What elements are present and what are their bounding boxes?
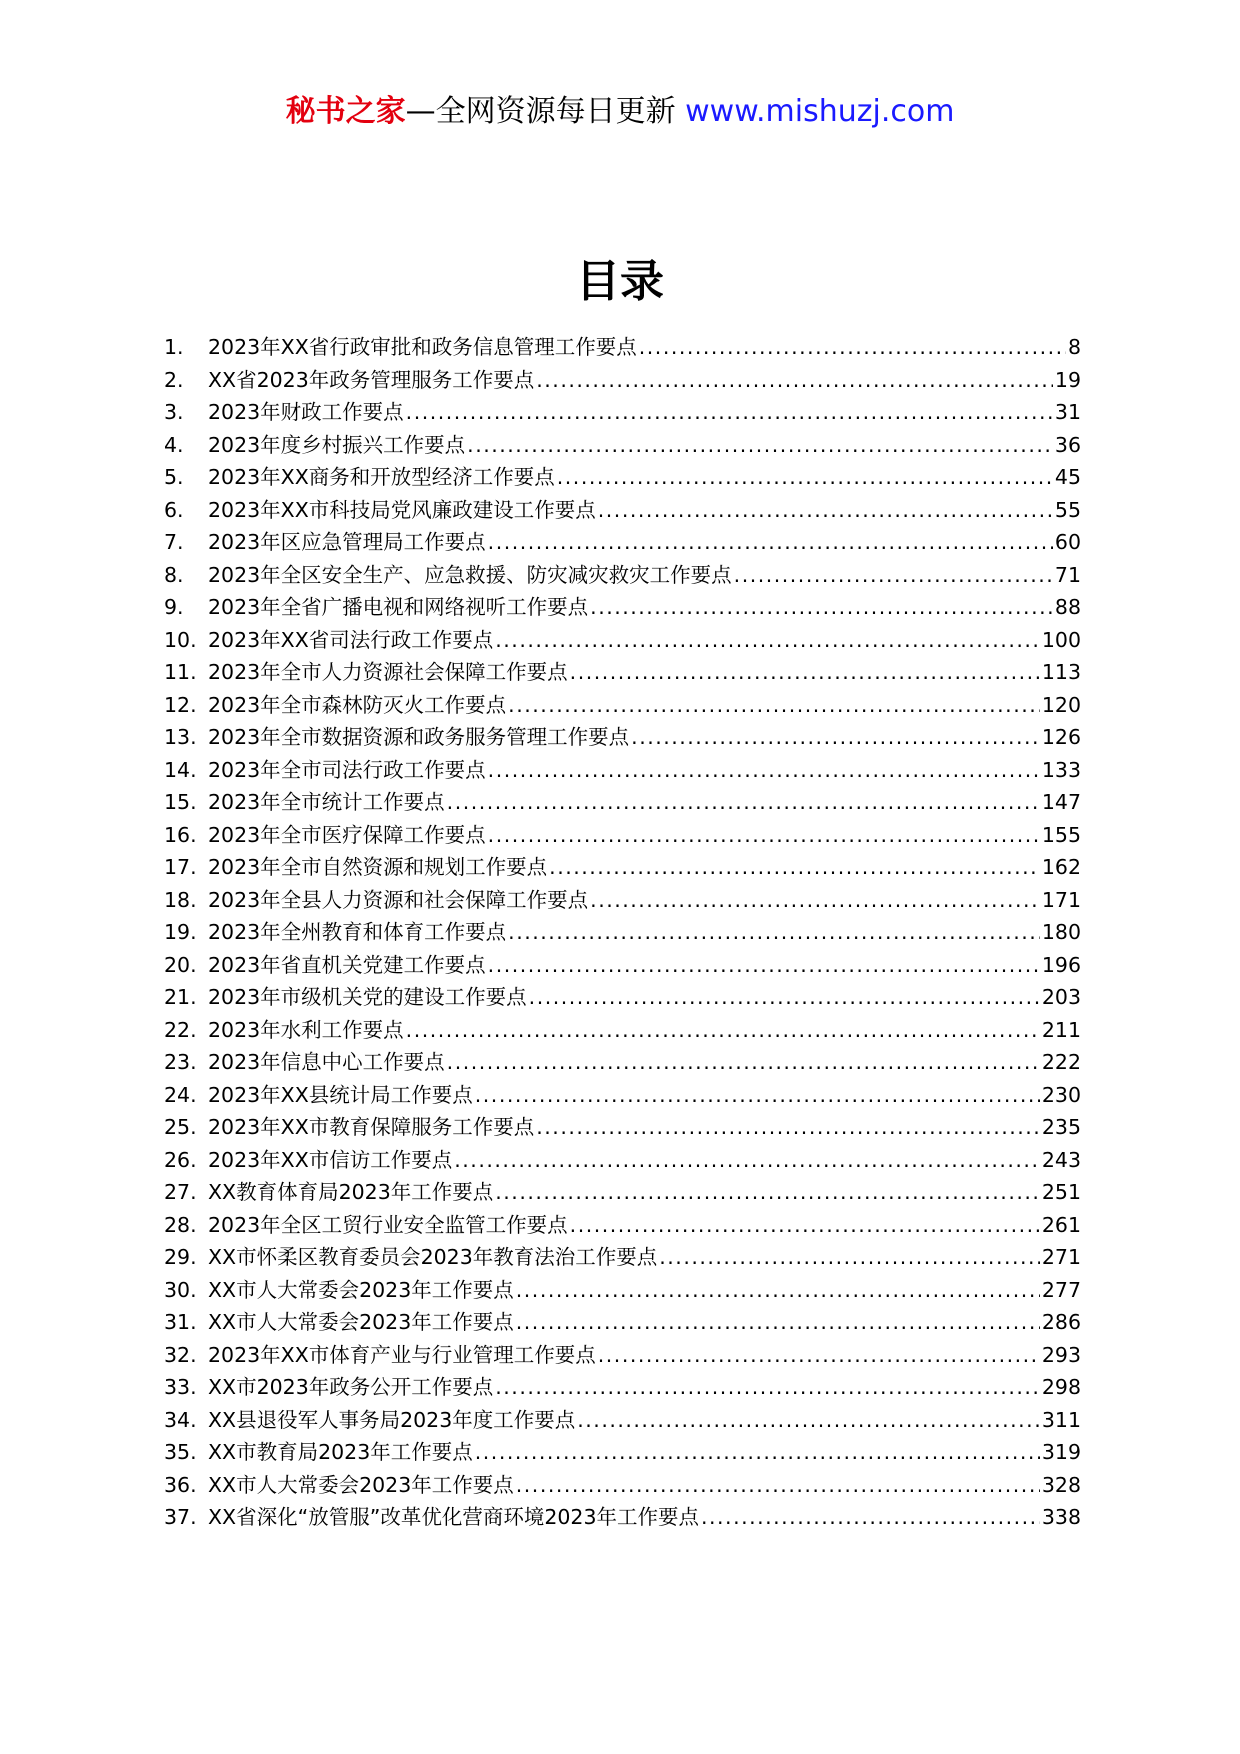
toc-entry-title: XX市教育局2023年工作要点 <box>208 1440 473 1464</box>
toc-entry-number: 17. <box>164 855 197 879</box>
toc-entry[interactable] <box>164 429 1081 462</box>
toc-entry[interactable] <box>164 916 1081 949</box>
toc-entry-page: 36 <box>1054 432 1081 457</box>
toc-entry-title: 2023年全州教育和体育工作要点 <box>208 920 507 944</box>
toc-dot-leader <box>475 1436 1040 1469</box>
toc-dot-leader <box>406 1014 1040 1047</box>
toc-dot-leader <box>570 1209 1040 1242</box>
toc-entry-number: 35. <box>164 1440 197 1464</box>
toc-entry-page: 298 <box>1041 1375 1081 1399</box>
toc-entry[interactable] <box>164 1306 1081 1339</box>
toc-entry[interactable] <box>164 656 1081 689</box>
toc-dot-leader <box>598 1339 1040 1372</box>
toc-dot-leader <box>467 429 1053 462</box>
toc-entry-number: 22. <box>164 1017 197 1042</box>
toc-dot-leader <box>577 1404 1040 1437</box>
toc-entry-title: 2023年全市医疗保障工作要点 <box>208 822 486 847</box>
toc-entry-page: 328 <box>1041 1472 1081 1497</box>
toc-entry-number: 19. <box>164 920 197 944</box>
toc-entry-page: 211 <box>1041 1017 1081 1042</box>
toc-entry[interactable] <box>164 1371 1081 1404</box>
toc-entry-page: 71 <box>1054 562 1081 587</box>
toc-entry-title: 2023年XX市教育保障服务工作要点 <box>208 1115 535 1139</box>
toc-dot-leader <box>406 396 1053 429</box>
toc-entry-title: 2023年XX市科技局党风廉政建设工作要点 <box>208 497 596 522</box>
toc-entry[interactable] <box>164 949 1081 982</box>
toc-entry-number: 13. <box>164 725 197 749</box>
toc-entry-page: 45 <box>1054 465 1081 489</box>
toc-entry[interactable] <box>164 494 1081 527</box>
toc-dot-leader <box>454 1144 1040 1177</box>
toc-entry[interactable] <box>164 1014 1081 1047</box>
toc-entry-number: 15. <box>164 790 197 814</box>
toc-entry-title: 2023年全市人力资源社会保障工作要点 <box>208 660 568 684</box>
toc-entry-title: 2023年全省广播电视和网络视听工作要点 <box>208 595 589 619</box>
toc-entry-page: 338 <box>1041 1505 1081 1529</box>
toc-entry[interactable] <box>164 754 1081 787</box>
toc-entry-title: XX县退役军人事务局2023年度工作要点 <box>208 1407 576 1432</box>
toc-entry-title: 2023年XX市信访工作要点 <box>208 1147 453 1172</box>
toc-entry-page: 243 <box>1041 1147 1081 1172</box>
toc-entry[interactable] <box>164 851 1081 884</box>
toc-entry-number: 12. <box>164 692 197 717</box>
toc-entry-title: 2023年XX省司法行政工作要点 <box>208 627 494 652</box>
toc-entry-title: XX市人大常委会2023年工作要点 <box>208 1277 514 1302</box>
toc-dot-leader <box>516 1306 1040 1339</box>
toc-entry[interactable] <box>164 461 1081 494</box>
toc-dot-leader <box>488 754 1040 787</box>
toc-entry-page: 230 <box>1041 1082 1081 1107</box>
toc-entry-page: 120 <box>1041 692 1081 717</box>
toc-entry-number: 9. <box>164 595 184 619</box>
toc-entry-title: 2023年信息中心工作要点 <box>208 1050 445 1074</box>
toc-dot-leader <box>734 559 1053 592</box>
toc-entry-number: 21. <box>164 985 197 1009</box>
toc-entry[interactable] <box>164 689 1081 722</box>
toc-dot-leader <box>570 656 1040 689</box>
toc-dot-leader <box>488 819 1040 852</box>
toc-dot-leader <box>557 461 1053 494</box>
toc-entry-page: 147 <box>1041 790 1081 814</box>
toc-entry-title: 2023年全市森林防灭火工作要点 <box>208 692 507 717</box>
toc-dot-leader <box>536 1111 1040 1144</box>
toc-entry[interactable] <box>164 1209 1081 1242</box>
toc-entry-page: 171 <box>1041 887 1081 912</box>
toc-entry-page: 319 <box>1041 1440 1081 1464</box>
toc-entry-page: 133 <box>1041 757 1081 782</box>
toc-entry-number: 11. <box>164 660 197 684</box>
toc-entry-page: 55 <box>1054 497 1081 522</box>
site-url-link[interactable]: www.mishuzj.com <box>685 94 955 129</box>
toc-entry-title: XX省2023年政务管理服务工作要点 <box>208 367 535 392</box>
toc-entry-page: 60 <box>1054 530 1081 554</box>
toc-dot-leader <box>701 1501 1040 1534</box>
toc-dot-leader <box>488 526 1053 559</box>
toc-entry[interactable] <box>164 981 1081 1014</box>
toc-entry-number: 34. <box>164 1407 197 1432</box>
toc-entry[interactable] <box>164 1501 1081 1534</box>
toc-entry-number: 29. <box>164 1245 197 1269</box>
toc-entry[interactable] <box>164 1144 1081 1177</box>
toc-entry-page: 31 <box>1054 400 1081 424</box>
toc-dot-leader <box>516 1469 1040 1502</box>
toc-entry-title: 2023年区应急管理局工作要点 <box>208 530 486 554</box>
banner-slogan: —全网资源每日更新 <box>405 94 676 129</box>
toc-entry[interactable] <box>164 1436 1081 1469</box>
toc-entry-title: 2023年财政工作要点 <box>208 400 404 424</box>
toc-dot-leader <box>529 981 1040 1014</box>
toc-entry-number: 23. <box>164 1050 197 1074</box>
toc-entry-page: 196 <box>1041 952 1081 977</box>
toc-entry-number: 18. <box>164 887 197 912</box>
toc-entry-title: 2023年XX县统计局工作要点 <box>208 1082 473 1107</box>
toc-entry-number: 31. <box>164 1310 197 1334</box>
toc-entry[interactable] <box>164 1079 1081 1112</box>
toc-entry[interactable] <box>164 396 1081 429</box>
toc-entry-title: 2023年省直机关党建工作要点 <box>208 952 486 977</box>
toc-entry-title: 2023年水利工作要点 <box>208 1017 404 1042</box>
toc-entry[interactable] <box>164 331 1081 364</box>
toc-entry-title: 2023年XX市体育产业与行业管理工作要点 <box>208 1342 596 1367</box>
toc-entry-number: 20. <box>164 952 197 977</box>
toc-dot-leader <box>447 1046 1040 1079</box>
toc-entry-page: 155 <box>1041 822 1081 847</box>
toc-dot-leader <box>495 624 1040 657</box>
toc-entry-page: 100 <box>1041 627 1081 652</box>
toc-entry[interactable] <box>164 884 1081 917</box>
toc-entry[interactable] <box>164 1176 1081 1209</box>
page-title: 目录 <box>576 256 664 307</box>
toc-entry-number: 24. <box>164 1082 197 1107</box>
toc-entry-page: 180 <box>1041 920 1081 944</box>
toc-entry-title: XX市怀柔区教育委员会2023年教育法治工作要点 <box>208 1245 658 1269</box>
toc-dot-leader <box>516 1274 1040 1307</box>
toc-dot-leader <box>475 1079 1040 1112</box>
toc-dot-leader <box>590 884 1040 917</box>
toc-dot-leader <box>488 949 1040 982</box>
toc-entry[interactable] <box>164 1111 1081 1144</box>
toc-dot-leader <box>549 851 1040 884</box>
toc-entry[interactable] <box>164 1241 1081 1274</box>
toc-entry-page: 293 <box>1041 1342 1081 1367</box>
toc-entry-page: 8 <box>1067 335 1081 359</box>
toc-entry[interactable] <box>164 1046 1081 1079</box>
toc-entry-title: 2023年全区安全生产、应急救援、防灾减灾救灾工作要点 <box>208 562 732 587</box>
toc-entry-title: 2023年全区工贸行业安全监管工作要点 <box>208 1212 568 1237</box>
toc-dot-leader <box>508 689 1040 722</box>
toc-entry-page: 311 <box>1041 1407 1081 1432</box>
toc-entry-number: 8. <box>164 562 184 587</box>
toc-entry-title: 2023年全市自然资源和规划工作要点 <box>208 855 548 879</box>
toc-dot-leader <box>495 1176 1040 1209</box>
toc-entry-number: 28. <box>164 1212 197 1237</box>
toc-entry-title: XX市人大常委会2023年工作要点 <box>208 1310 514 1334</box>
toc-entry-page: 235 <box>1041 1115 1081 1139</box>
toc-entry-page: 277 <box>1041 1277 1081 1302</box>
toc-entry-title: 2023年市级机关党的建设工作要点 <box>208 985 527 1009</box>
toc-entry-page: 19 <box>1054 367 1081 392</box>
toc-dot-leader <box>590 591 1053 624</box>
toc-dot-leader <box>508 916 1040 949</box>
toc-entry[interactable] <box>164 559 1081 592</box>
toc-entry[interactable] <box>164 364 1081 397</box>
toc-entry[interactable] <box>164 1339 1081 1372</box>
toc-entry[interactable] <box>164 591 1081 624</box>
toc-entry-title: 2023年全市统计工作要点 <box>208 790 445 814</box>
toc-entry-number: 32. <box>164 1342 197 1367</box>
toc-entry-number: 6. <box>164 497 184 522</box>
toc-entry-title: 2023年全市司法行政工作要点 <box>208 757 486 782</box>
toc-entry-title: XX市人大常委会2023年工作要点 <box>208 1472 514 1497</box>
toc-entry[interactable] <box>164 721 1081 754</box>
toc-entry-title: XX市2023年政务公开工作要点 <box>208 1375 494 1399</box>
toc-entry[interactable] <box>164 1274 1081 1307</box>
toc-dot-leader <box>598 494 1053 527</box>
toc-entry-title: XX教育体育局2023年工作要点 <box>208 1180 494 1204</box>
toc-entry-number: 33. <box>164 1375 197 1399</box>
toc-entry-title: 2023年XX省行政审批和政务信息管理工作要点 <box>208 335 637 359</box>
toc-entry-number: 1. <box>164 335 184 359</box>
toc-dot-leader <box>447 786 1040 819</box>
toc-entry-number: 25. <box>164 1115 197 1139</box>
toc-entry-title: 2023年全市数据资源和政务服务管理工作要点 <box>208 725 630 749</box>
toc-dot-leader <box>639 331 1066 364</box>
toc-dot-leader <box>495 1371 1040 1404</box>
toc-entry-page: 162 <box>1041 855 1081 879</box>
toc-entry[interactable] <box>164 624 1081 657</box>
toc-entry[interactable] <box>164 819 1081 852</box>
toc-entry-page: 88 <box>1054 595 1081 619</box>
toc-entry-page: 126 <box>1041 725 1081 749</box>
toc-dot-leader <box>536 364 1053 397</box>
toc-entry[interactable] <box>164 1469 1081 1502</box>
toc-entry-number: 3. <box>164 400 184 424</box>
toc-entry-page: 286 <box>1041 1310 1081 1334</box>
toc-entry-number: 16. <box>164 822 197 847</box>
toc-entry-number: 2. <box>164 367 184 392</box>
toc-entry-number: 4. <box>164 432 184 457</box>
toc-entry-number: 26. <box>164 1147 197 1172</box>
toc-entry-page: 203 <box>1041 985 1081 1009</box>
toc-dot-leader <box>659 1241 1040 1274</box>
toc-entry-page: 261 <box>1041 1212 1081 1237</box>
toc-entry-title: 2023年XX商务和开放型经济工作要点 <box>208 465 555 489</box>
toc-entry-page: 271 <box>1041 1245 1081 1269</box>
toc-entry-number: 27. <box>164 1180 197 1204</box>
toc-entry-title: 2023年度乡村振兴工作要点 <box>208 432 466 457</box>
toc-entry-page: 222 <box>1041 1050 1081 1074</box>
table-of-contents <box>164 331 1081 1534</box>
toc-entry-number: 5. <box>164 465 184 489</box>
toc-entry-number: 30. <box>164 1277 197 1302</box>
toc-entry-title: 2023年全县人力资源和社会保障工作要点 <box>208 887 589 912</box>
toc-entry-number: 37. <box>164 1505 197 1529</box>
toc-entry-page: 251 <box>1041 1180 1081 1204</box>
toc-entry[interactable] <box>164 526 1081 559</box>
site-banner <box>0 92 1240 132</box>
toc-entry-number: 10. <box>164 627 197 652</box>
brand-name: 秘书之家 <box>285 94 406 129</box>
toc-entry-page: 113 <box>1041 660 1081 684</box>
toc-entry[interactable] <box>164 786 1081 819</box>
toc-entry-title: XX省深化“放管服”改革优化营商环境2023年工作要点 <box>208 1505 699 1529</box>
toc-entry-number: 36. <box>164 1472 197 1497</box>
toc-dot-leader <box>631 721 1040 754</box>
toc-entry[interactable] <box>164 1404 1081 1437</box>
toc-entry-number: 7. <box>164 530 184 554</box>
toc-entry-number: 14. <box>164 757 197 782</box>
